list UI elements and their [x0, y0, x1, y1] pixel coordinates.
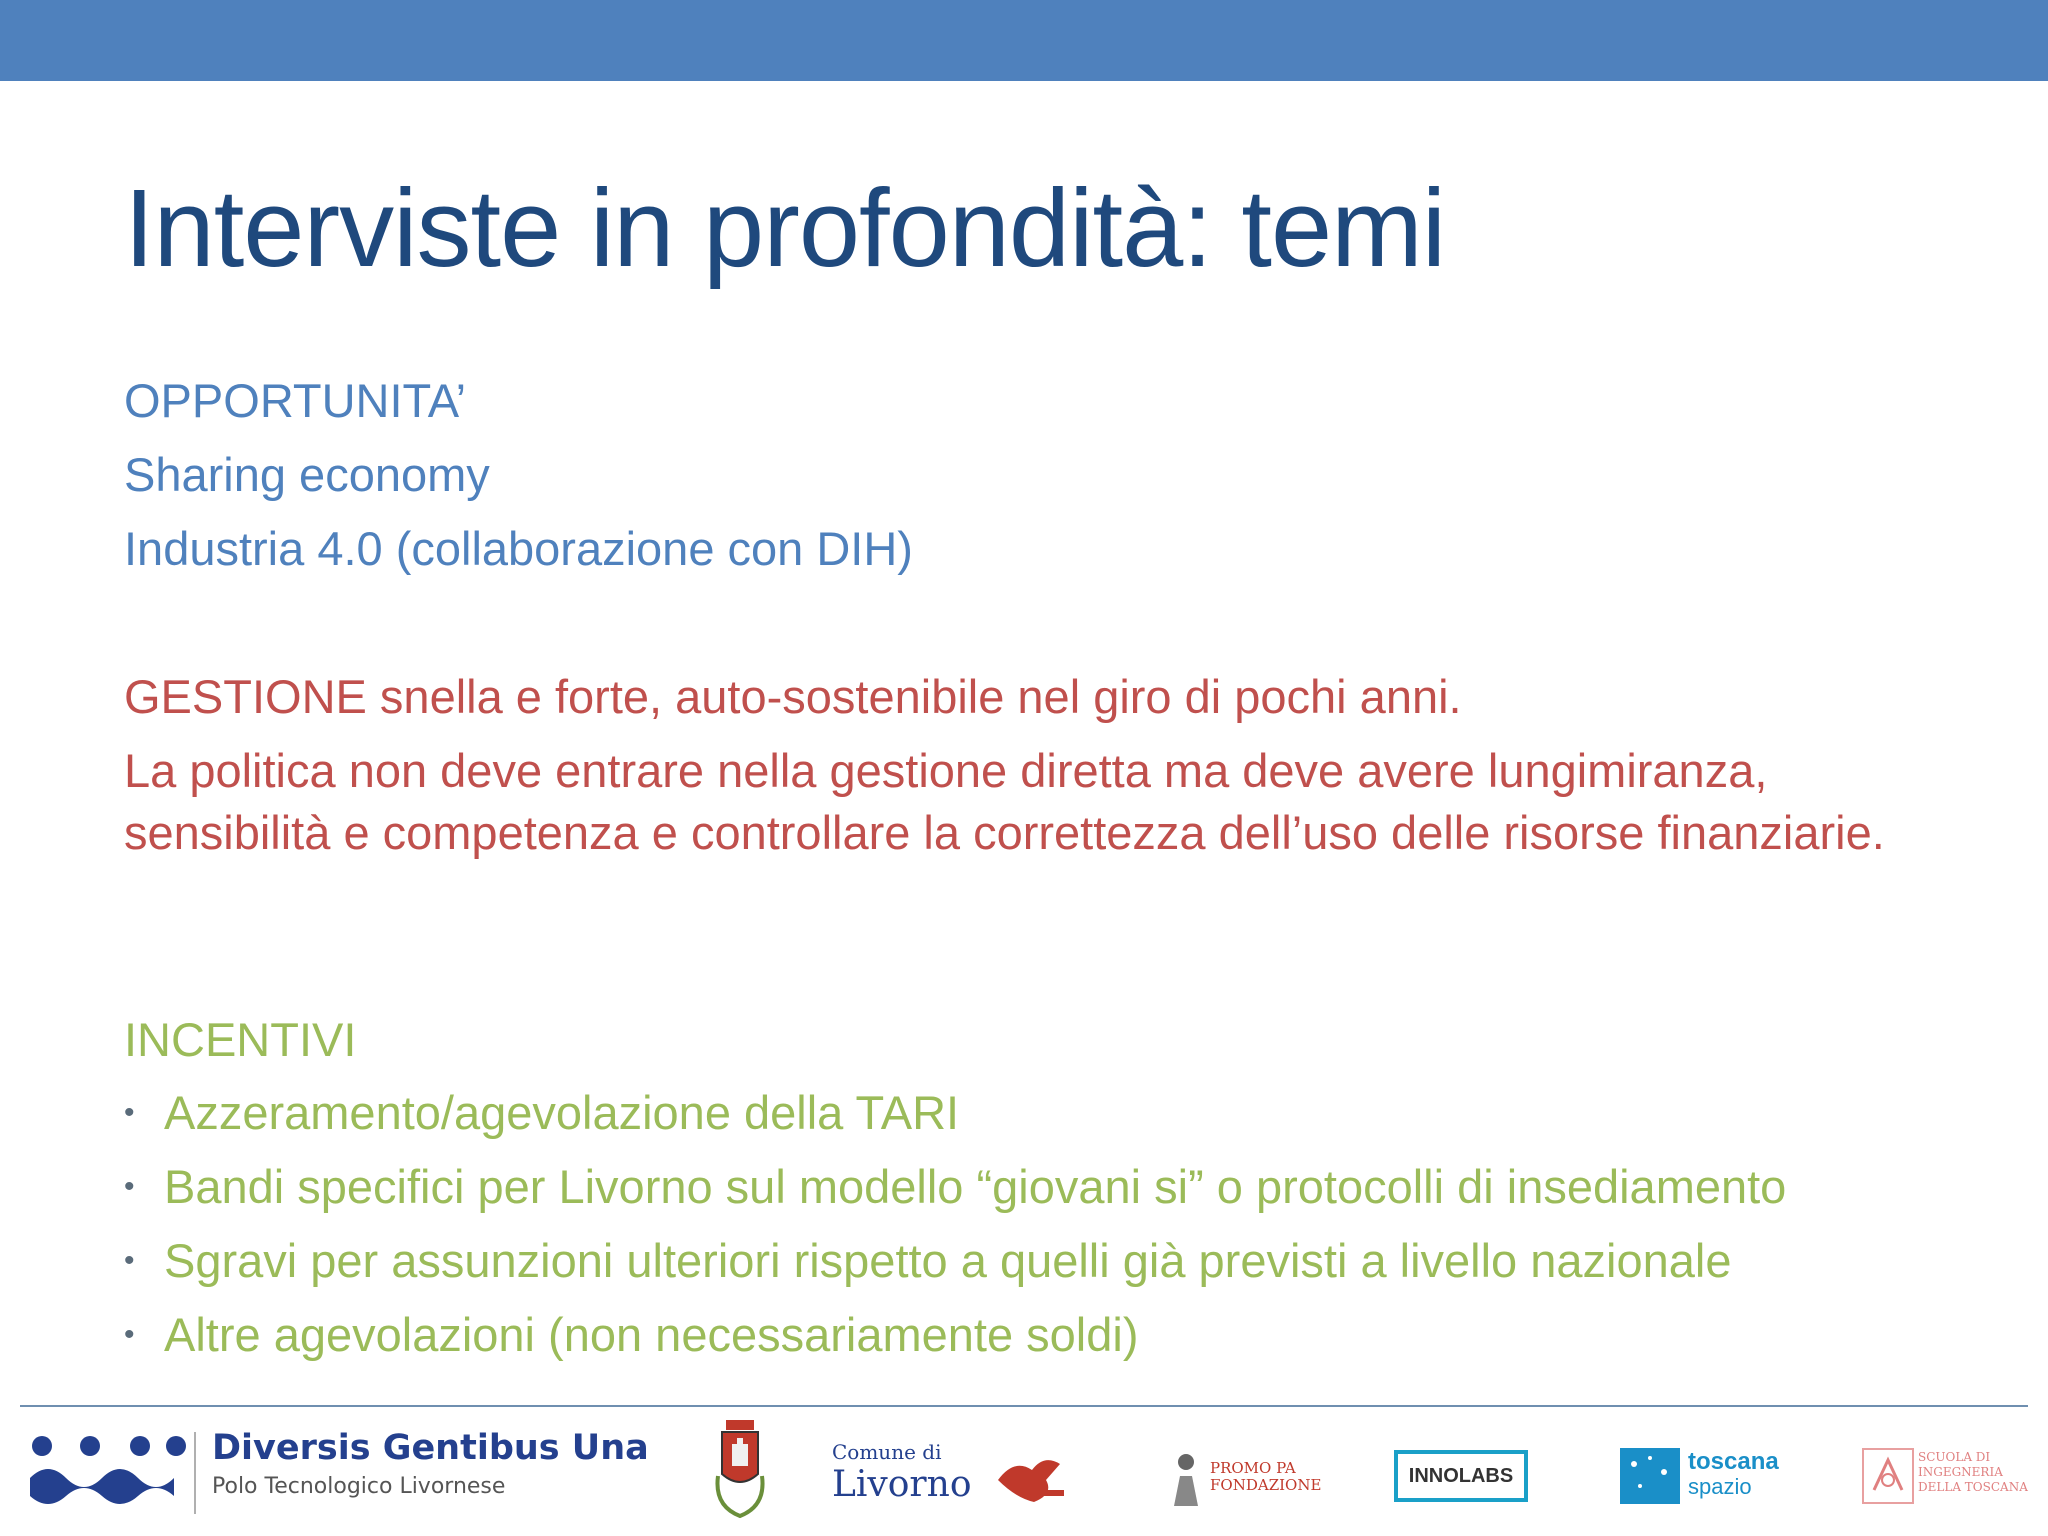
dgu-name: Diversis Gentibus Una [212, 1428, 649, 1468]
bullet-icon: • [124, 1244, 135, 1277]
university-seal-icon [1862, 1448, 1914, 1504]
opportunita-heading: OPPORTUNITA’ [124, 374, 467, 427]
incentivi-list [124, 1082, 1944, 1378]
incentivi-heading: INCENTIVI [124, 1013, 357, 1066]
bullet-icon: • [124, 1170, 135, 1203]
gestione-section [124, 666, 1964, 864]
gestione-line-rest: snella e forte, auto-sostenibile nel giro di pochi anni. [366, 670, 1462, 723]
gestione-paragraph: La politica non deve entrare nella gestione diretta ma deve avere lungimiranza, sensibilità e competenza e controllare la correttezza dell’uso delle risorse finanziarie. [124, 744, 1885, 859]
dgu-subtitle: Polo Tecnologico Livornese [212, 1474, 506, 1499]
promopa-text: PROMO PA FONDAZIONE [1210, 1459, 1322, 1494]
red-bird-logo-icon [994, 1450, 1072, 1510]
list-item-text: Altre agevolazioni (non necessariamente soldi) [164, 1308, 1139, 1361]
list-item [124, 1230, 1944, 1292]
bullet-icon: • [124, 1318, 135, 1351]
innolabs-logo: INNOLABS [1394, 1450, 1528, 1502]
spazio-text: spazio [1688, 1474, 1752, 1499]
toscana-spazio-icon [1620, 1448, 1680, 1504]
livorno-crest-icon [710, 1416, 770, 1520]
footer-logos [0, 1412, 2048, 1536]
list-item-text: Azzeramento/agevolazione della TARI [164, 1086, 960, 1139]
dgu-divider [194, 1432, 196, 1514]
dgu-waves-icon [28, 1434, 188, 1504]
page-title: Interviste in profondità: temi [124, 167, 1446, 290]
list-item-text: Sgravi per assunzioni ulteriori rispetto a quelli già previsti a livello nazionale [164, 1234, 1732, 1287]
list-item [124, 1156, 1944, 1218]
list-item-text: Bandi specifici per Livorno sul modello “giovani si” o protocolli di insediamento [164, 1160, 1787, 1213]
list-item [124, 1082, 1944, 1144]
bullet-icon: • [124, 1096, 135, 1129]
opportunita-item: Sharing economy [124, 448, 490, 501]
gestione-line [124, 666, 1964, 728]
opportunita-item: Industria 4.0 (collaborazione con DIH) [124, 522, 913, 575]
header-bar [0, 0, 2048, 81]
comune-name: Livorno [832, 1464, 972, 1505]
university-text: SCUOLA DI INGEGNERIA DELLA TOSCANA [1918, 1450, 2028, 1494]
gestione-keyword: GESTIONE [124, 670, 367, 723]
list-item [124, 1304, 1944, 1366]
opportunita-section [124, 370, 1964, 580]
promopa-figure-icon [1166, 1450, 1206, 1510]
toscana-text: toscana [1688, 1448, 1779, 1475]
footer-divider [20, 1405, 2028, 1407]
comune-prefix: Comune di [832, 1440, 942, 1464]
